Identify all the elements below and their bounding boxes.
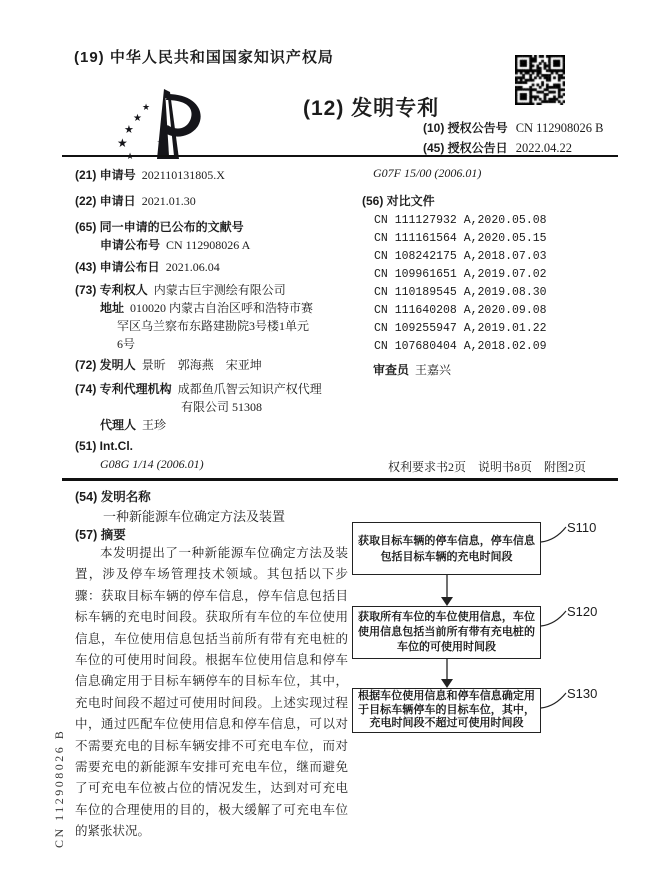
ipc-class-2-line	[373, 166, 481, 181]
citation-value: CN 111127932 A,2020.05.08	[374, 214, 547, 227]
field-value: G08G 1/14 (2006.01)	[100, 457, 204, 471]
edge-document-code: CN 112908026 B	[52, 728, 66, 848]
publication-number-line	[100, 236, 250, 253]
field-value: G07F 15/00 (2006.01)	[373, 166, 482, 180]
cited-document	[374, 214, 547, 227]
inventors-line	[75, 356, 262, 373]
citation-value: CN 109255947 A,2019.01.22	[374, 322, 547, 335]
field-value: 202110131805.X	[141, 168, 225, 182]
field-label: (43) 申请公布日	[75, 260, 160, 274]
prior-publication-line	[75, 218, 244, 235]
citation-value: CN 111640208 A,2020.09.08	[374, 304, 547, 317]
cited-document	[374, 286, 547, 299]
grant-number-label: (10) 授权公告号	[423, 121, 508, 135]
field-label: (57) 摘要	[75, 528, 126, 542]
field-label: 申请公布号	[100, 238, 161, 252]
header-divider	[62, 155, 618, 157]
address-line-1	[100, 299, 313, 316]
field-label: (72) 发明人	[75, 358, 136, 372]
address-line-2	[117, 317, 309, 334]
address-line-3	[117, 335, 135, 352]
field-label: (22) 申请日	[75, 194, 136, 208]
patentee-line	[75, 281, 286, 298]
invention-title-tag	[75, 487, 151, 505]
citation-value: CN 109961651 A,2019.07.02	[374, 268, 547, 281]
citation-value: CN 108242175 A,2018.07.03	[374, 250, 547, 263]
field-value: 王珍	[142, 418, 167, 432]
field-label: (74) 专利代理机构	[75, 382, 172, 396]
flowchart-step-3: 根据车位使用信息和停车信息确定用于目标车辆停车的目标车位，其中，充电时间段不超过可使用时间段	[352, 688, 541, 733]
int-cl-line	[75, 439, 133, 454]
field-label: (51) Int.Cl.	[75, 439, 134, 453]
examiner-line	[373, 361, 451, 378]
cited-document	[374, 268, 547, 281]
field-label: (73) 专利权人	[75, 283, 148, 297]
doc-type-title: (12) 发明专利	[303, 97, 440, 120]
field-value: 王嘉兴	[415, 363, 452, 377]
grant-date-value: 2022.04.22	[515, 141, 572, 155]
svg-text:★: ★	[124, 124, 134, 136]
field-value: CN 112908026 A	[166, 238, 251, 252]
cited-document	[374, 304, 547, 317]
field-value: 罕区乌兰察布东路建勘院3号楼1单元	[117, 319, 310, 333]
step-label-s120: S120	[567, 604, 598, 619]
cited-documents-header	[362, 192, 435, 209]
grant-date-line	[423, 139, 572, 156]
field-value: 2021.01.30	[141, 194, 196, 208]
svg-text:★: ★	[142, 102, 151, 112]
agent-line	[100, 416, 166, 433]
grant-number-line	[423, 119, 603, 136]
filing-date-line	[75, 192, 196, 209]
field-value: 2021.06.04	[165, 260, 220, 274]
qr-code-icon	[515, 55, 565, 105]
field-label: 地址	[100, 301, 125, 315]
field-label: 审查员	[373, 363, 410, 377]
invention-title: 一种新能源车位确定方法及装置	[103, 509, 286, 524]
pages-info: 权利要求书2页 说明书8页 附图2页	[388, 460, 587, 474]
abstract-text: 本发明提出了一种新能源车位确定方法及装置，涉及停车场管理技术领域。其包括以下步骤：获取目标车辆的停车信息，停车信息包括目标车辆的充电时间段。获取所有车位的车位使用信息，车位使用信息包括当前所有带有充电桩的车位的可使用时间段。根据车位使用信息和停车信息确定用于目标车辆停车的目标车位，其中，充电时间段不超过可使用时间段。上述实现过程中，通过匹配车位使用信息和停车信息，可以对不需要充电的目标车辆安排不可充电车位，而对需要充电的新能源车安排可充电车位，继而避免了可充电车位被占位的情况发生，达到对可充电车位的合理使用的目的，极大缓解了可充电车位的紧张状况。	[75, 546, 348, 839]
cited-document	[374, 340, 547, 353]
citation-value: CN 107680404 A,2018.02.09	[374, 340, 547, 353]
ipc-class-line	[100, 457, 204, 472]
biblio-divider	[62, 478, 618, 481]
field-value: 景昕 郭海燕 宋亚坤	[141, 358, 262, 372]
field-label: (54) 发明名称	[75, 490, 151, 504]
office-name: (19) 中华人民共和国国家知识产权局	[74, 49, 334, 66]
flowchart-step-2: 获取所有车位的车位使用信息，车位使用信息包括当前所有带有充电桩的车位的可使用时间段	[352, 606, 541, 659]
cited-document	[374, 322, 547, 335]
field-value: 010020 内蒙古自治区呼和浩特市赛	[130, 301, 314, 315]
field-value: 有限公司 51308	[181, 400, 263, 414]
agency-line-2	[181, 398, 262, 415]
cnipa-logo-icon	[112, 86, 212, 164]
cited-document	[374, 232, 547, 245]
field-label: (21) 申请号	[75, 168, 136, 182]
field-value: 6号	[117, 337, 136, 351]
application-number-line	[75, 166, 225, 183]
grant-date-label: (45) 授权公告日	[423, 141, 508, 155]
field-label: (65) 同一申请的已公布的文献号	[75, 220, 244, 234]
svg-text:★: ★	[117, 136, 128, 150]
svg-text:★: ★	[133, 113, 142, 124]
flowchart-step-1: 获取目标车辆的停车信息，停车信息包括目标车辆的充电时间段	[352, 522, 541, 575]
citation-value: CN 110189545 A,2019.08.30	[374, 286, 547, 299]
step-label-s110: S110	[567, 520, 597, 535]
field-value: 成都鱼爪智云知识产权代理	[177, 382, 322, 396]
citation-value: CN 111161564 A,2020.05.15	[374, 232, 547, 245]
field-label: 代理人	[100, 418, 137, 432]
field-value: 内蒙古巨宇测绘有限公司	[153, 283, 286, 297]
agency-line-1	[75, 380, 322, 397]
field-label: (56) 对比文件	[362, 194, 435, 208]
publication-date-line	[75, 258, 220, 275]
cited-document	[374, 250, 547, 263]
abstract-tag	[75, 525, 126, 543]
grant-number-value: CN 112908026 B	[515, 121, 604, 135]
step-label-s130: S130	[567, 686, 598, 701]
